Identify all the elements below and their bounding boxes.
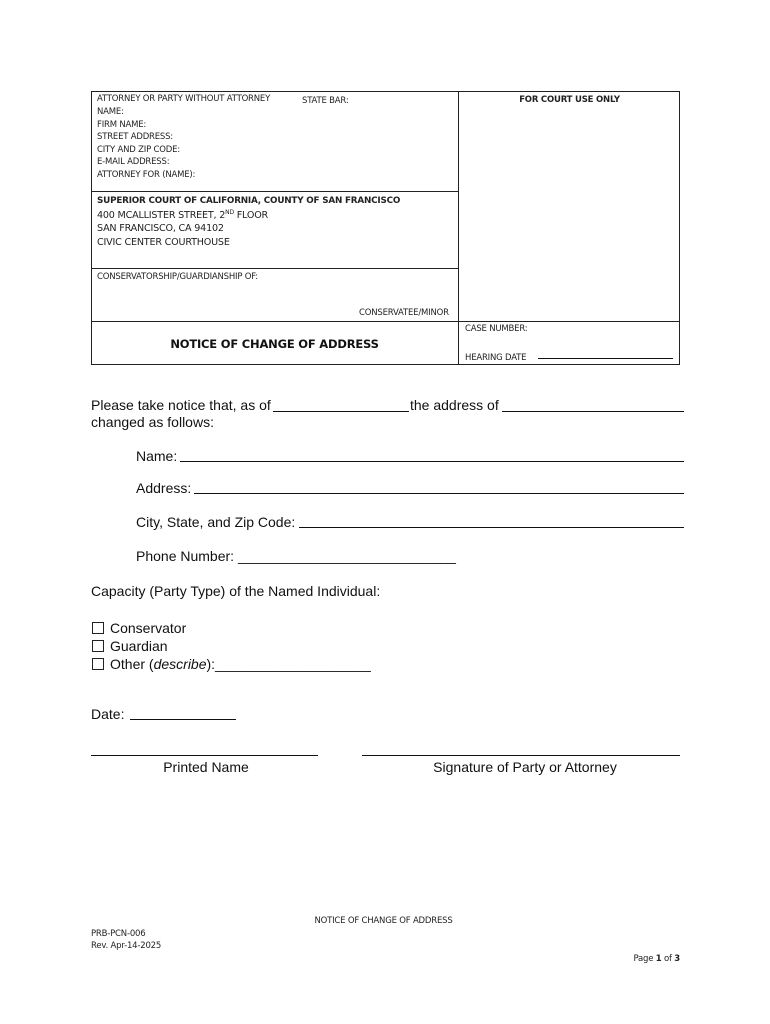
party-name-field[interactable] — [502, 396, 684, 412]
date-label: Date: — [91, 706, 125, 722]
other-describe-field[interactable]: ):____________________ — [206, 656, 371, 672]
phone-number-field[interactable]: ____________________________ — [237, 548, 456, 564]
case-title-label: CONSERVATORSHIP/GUARDIANSHIP OF: — [97, 272, 258, 282]
hearing-date-label: HEARING DATE — [465, 353, 527, 363]
form-title: NOTICE OF CHANGE OF ADDRESS — [170, 337, 379, 351]
address-field[interactable] — [194, 479, 684, 494]
option-other[interactable]: Other (describe):____________________ — [92, 655, 371, 673]
court-street: 400 MCALLISTER STREET, 2ND FLOOR — [97, 209, 269, 222]
option-conservator[interactable]: Conservator — [92, 619, 371, 637]
name-label: Name: — [136, 448, 178, 464]
checkbox-conservator[interactable] — [92, 622, 104, 634]
intro-suffix: changed as follows: — [91, 414, 214, 430]
printed-name-field[interactable] — [91, 742, 318, 756]
field-name[interactable]: NAME: — [97, 107, 124, 117]
option-guardian[interactable]: Guardian — [92, 637, 371, 655]
caption-border-bottom-left — [91, 364, 459, 365]
party-label: CONSERVATEE/MINOR — [359, 308, 449, 318]
caption-divider-2 — [91, 268, 459, 269]
court-use-label: FOR COURT USE ONLY — [519, 95, 620, 105]
revision-date: Rev. Apr-14-2025 — [91, 941, 162, 951]
field-street-address[interactable]: STREET ADDRESS: — [97, 132, 173, 143]
caption-divider-3 — [91, 321, 680, 322]
checkbox-other[interactable] — [92, 658, 104, 670]
name-field[interactable] — [180, 447, 684, 462]
court-city: SAN FRANCISCO, CA 94102 — [97, 223, 224, 234]
city-state-zip-field[interactable] — [299, 513, 684, 528]
caption-border-bottom-right — [459, 364, 680, 365]
court-building: CIVIC CENTER COURTHOUSE — [97, 237, 230, 248]
printed-name-label: Printed Name — [163, 759, 249, 775]
attorney-label: ATTORNEY OR PARTY WITHOUT ATTORNEY — [97, 94, 271, 104]
footer-title: NOTICE OF CHANGE OF ADDRESS — [314, 916, 453, 926]
field-firm-name[interactable]: FIRM NAME: — [97, 119, 147, 130]
attorney-fields — [97, 106, 195, 182]
effective-date-field[interactable] — [273, 396, 409, 412]
caption-border-left — [91, 91, 92, 365]
date-field[interactable] — [130, 705, 236, 720]
intro-prefix: Please take notice that, as of — [91, 397, 271, 413]
phone-number-label: Phone Number: ____________________________ — [136, 548, 456, 564]
hearing-date-field[interactable] — [538, 358, 673, 359]
signature-label: Signature of Party or Attorney — [433, 759, 617, 775]
checkbox-guardian[interactable] — [92, 640, 104, 652]
city-state-zip-label: City, State, and Zip Code: — [136, 514, 296, 530]
field-attorney-for[interactable]: ATTORNEY FOR (NAME): — [97, 169, 196, 180]
signature-field[interactable] — [362, 742, 680, 756]
address-label: Address: — [136, 480, 192, 496]
capacity-options — [92, 619, 371, 673]
court-name: SUPERIOR COURT OF CALIFORNIA, COUNTY OF SAN FRANCISCO — [97, 196, 401, 206]
caption-divider-vertical — [458, 91, 459, 365]
caption-border-right — [679, 91, 680, 365]
intro-middle: the address of — [410, 397, 499, 413]
state-bar-label: STATE BAR: — [302, 96, 349, 106]
case-number-label[interactable]: CASE NUMBER: — [465, 324, 528, 334]
caption-divider-1 — [91, 191, 459, 192]
field-city-zip[interactable]: CITY AND ZIP CODE: — [97, 144, 180, 155]
page-number: Page 1 of 3 — [633, 954, 680, 964]
field-email[interactable]: E-MAIL ADDRESS: — [97, 157, 170, 168]
form-code: PRB-PCN-006 — [91, 929, 146, 939]
caption-border-top — [91, 91, 680, 92]
capacity-label: Capacity (Party Type) of the Named Individual: — [91, 583, 381, 599]
